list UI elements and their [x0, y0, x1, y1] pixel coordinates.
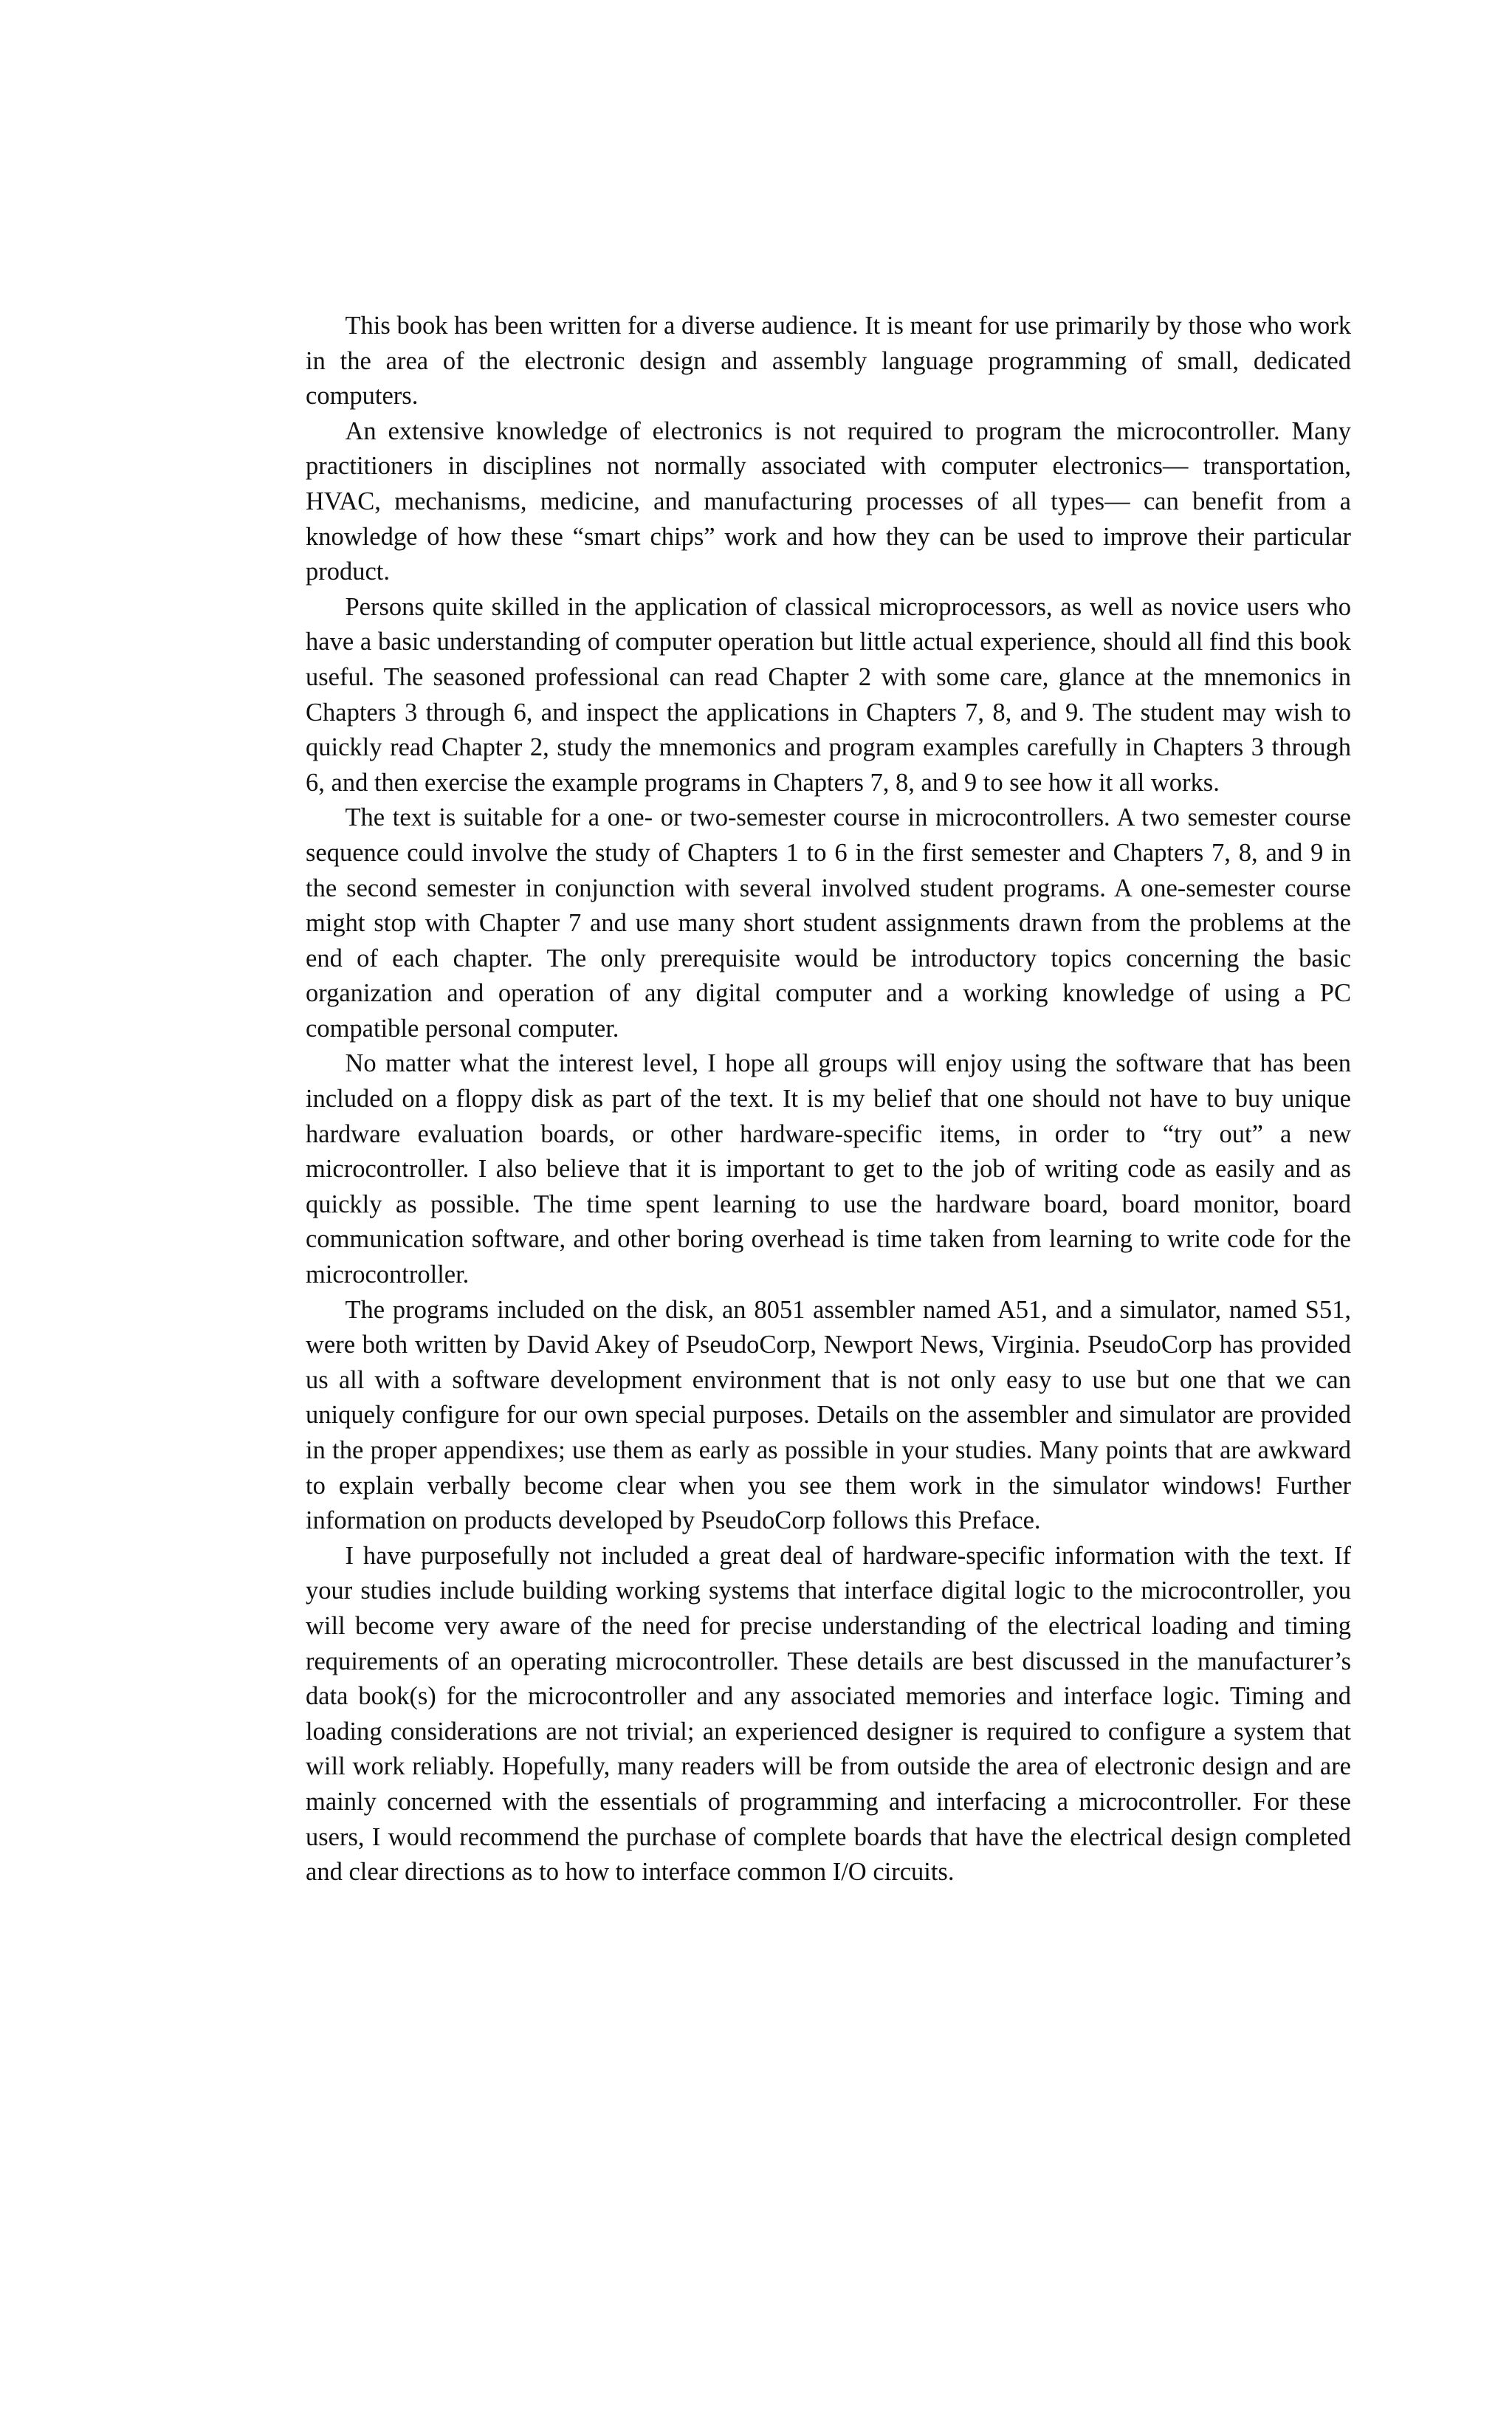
paragraph-electronics-knowledge: An extensive knowledge of electronics is not required to program the microcontroller. Many practitioners in disciplines not normally associated with computer electronics— transportation, HVAC, mechanisms, medicine, and manufacturing processes of all types— can benefit from a knowledge of how these “smart chips” work and how they can be used to improve their particular product.: [306, 416, 1351, 586]
paragraph-pseudocorp-programs: The programs included on the disk, an 8051 assembler named A51, and a simulator, named S51, were both written by David Akey of PseudoCorp, Newport News, Virginia. PseudoCorp has provided us all with a software development environment that is not only easy to use but one that we can uniquely configure for our own special purposes. Details on the assembler and simulator are provided in the proper appendixes; use them as early as possible in your studies. Many points that are awkward to explain verbally become clear when you see them work in the simulator windows! Further information on products developed by PseudoCorp follows this Preface.: [306, 1295, 1351, 1535]
preface-body-text: [306, 309, 1351, 1890]
paragraph-course-use: The text is suitable for a one- or two-semester course in microcontrollers. A two semester course sequence could involve the study of Chapters 1 to 6 in the first semester and Chapters 7, 8, and 9 in the second semester in conjunction with several involved student programs. A one-semester course might stop with Chapter 7 and use many short student assignments drawn from the problems at the end of each chapter. The only prerequisite would be introductory topics concerning the basic organization and operation of any digital computer and a working knowledge of using a PC compatible personal computer.: [306, 803, 1351, 1043]
paragraph-software-disk: No matter what the interest level, I hope all groups will enjoy using the software that has been included on a floppy disk as part of the text. It is my belief that one should not have to buy unique hardware evaluation boards, or other hardware-specific items, in order to “try out” a new microcontroller. I also believe that it is important to get to the job of writing code as easily and as quickly as possible. The time spent learning to use the hardware board, board monitor, board communication software, and other boring overhead is time taken from learning to write code for the microcontroller.: [306, 1049, 1351, 1289]
paragraph-hardware-information: I have purposefully not included a great deal of hardware-specific information with the text. If your studies include building working systems that interface digital logic to the microcontroller, you will become very aware of the need for precise understanding of the electrical loading and timing requirements of an operating microcontroller. These details are best discussed in the manufacturer’s data book(s) for the microcontroller and any associated memories and interface logic. Timing and loading considerations are not trivial; an experienced designer is required to configure a system that will work reliably. Hopefully, many readers will be from outside the area of electronic design and are mainly concerned with the essentials of programming and interfacing a microcontroller. For these users, I would recommend the purchase of complete boards that have the electrical design completed and clear directions as to how to interface common I/O circuits.: [306, 1541, 1351, 1887]
paragraph-audience: This book has been written for a diverse audience. It is meant for use primarily by those who work in the area of the electronic design and assembly language programming of small, dedicated computers.: [306, 312, 1351, 411]
paragraph-skill-levels: Persons quite skilled in the application of classical microprocessors, as well as novice users who have a basic understanding of computer operation but little actual experience, should all find this book useful. The seasoned professional can read Chapter 2 with some care, glance at the mnemonics in Chapters 3 through 6, and inspect the applications in Chapters 7, 8, and 9. The student may wish to quickly read Chapter 2, study the mnemonics and program examples carefully in Chapters 3 through 6, and then exercise the example programs in Chapters 7, 8, and 9 to see how it all works.: [306, 592, 1351, 797]
